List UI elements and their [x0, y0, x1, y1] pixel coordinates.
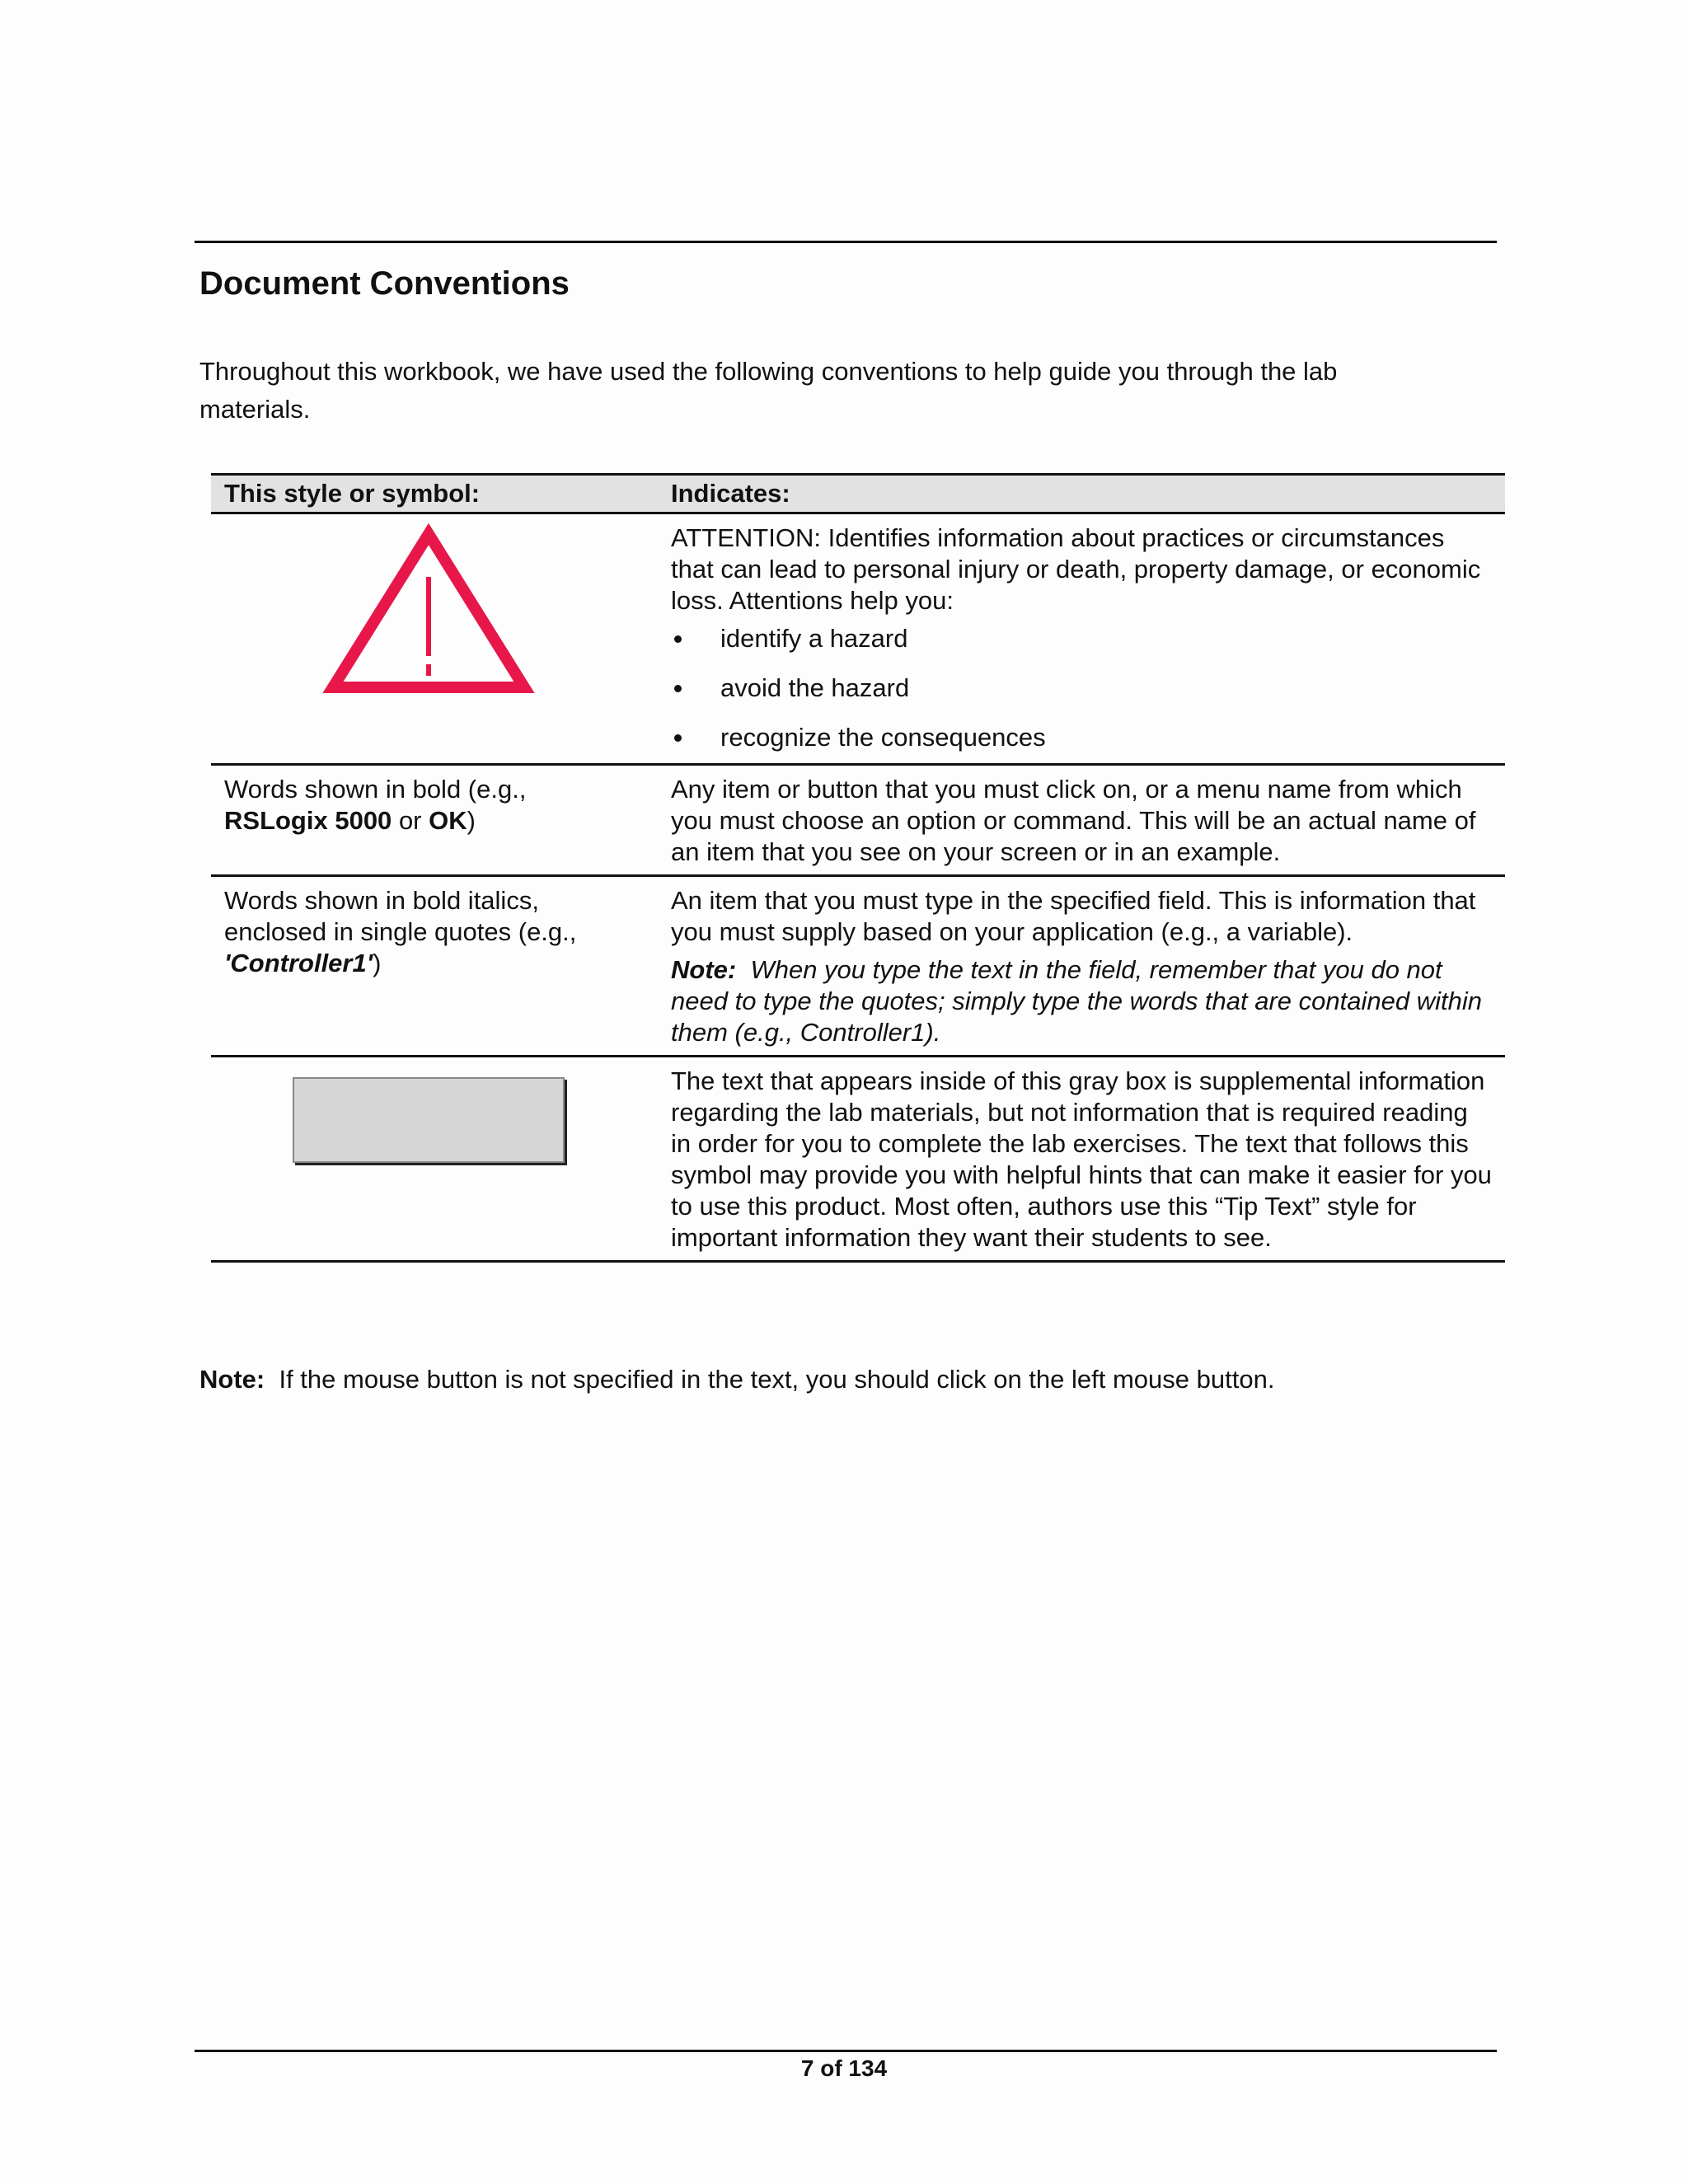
mouse-note — [199, 1365, 1274, 1394]
intro-paragraph: Throughout this workbook, we have used the following conventions to help guide you through the lab materials. — [199, 357, 1338, 424]
attention-bullet-list — [671, 623, 1492, 753]
bold-description: Any item or button that you must click on, or a menu name from which you must choose an option or command. This will be an actual name of an item that you see on your screen or in an example. — [646, 765, 1505, 876]
bold-italic-example: 'Controller1' — [224, 949, 373, 977]
list-item: avoid the hazard — [671, 673, 1492, 704]
table-header-row — [211, 475, 1505, 513]
attention-text: ATTENTION: Identifies information about practices or circumstances that can lead to personal injury or death, property damage, or economic loss. Attentions help you: — [671, 523, 1481, 615]
bold-example-ok: OK — [429, 806, 467, 835]
list-item: recognize the consequences — [671, 722, 1492, 753]
bold-italic-style-cell: Words shown in bold italics, enclosed in single quotes (e.g., 'Controller1') — [211, 876, 646, 1057]
page-number: 7 of 134 — [800, 2055, 888, 2081]
table-row-attention — [211, 513, 1505, 765]
gray-box-symbol-cell — [211, 1057, 646, 1262]
bold-style-cell: Words shown in bold (e.g., RSLogix 5000 or OK) — [211, 765, 646, 876]
bold-italic-description: An item that you must type in the specified field. This is information that you must supply based on your application (e.g., a variable). Note: When you type the text in the field, remember that you do not need to type the quotes; simply type the words that are contained within them (e.g., Controller1). — [646, 876, 1505, 1057]
attention-symbol-cell — [211, 513, 646, 765]
note-label: Note: — [671, 955, 737, 984]
table-row-bold — [211, 765, 1505, 876]
note-label: Note: — [199, 1365, 265, 1394]
note-text: If the mouse button is not specified in the text, you should click on the left mouse button. — [279, 1365, 1275, 1394]
header-indicates: Indicates: — [646, 475, 1505, 513]
bullet-icon — [674, 685, 682, 692]
page-title: Document Conventions — [199, 265, 570, 302]
bold-italic-note: Note: When you type the text in the field, remember that you do not need to type the quotes; simply type the words that are contained within them (e.g., Controller1). — [671, 955, 1482, 1047]
gray-box-sample — [293, 1077, 565, 1163]
warning-triangle-icon — [321, 523, 536, 696]
table-row-gray-box — [211, 1057, 1505, 1262]
bold-example-rslogix: RSLogix 5000 — [224, 806, 392, 835]
attention-description — [646, 513, 1505, 765]
bullet-icon — [674, 734, 682, 742]
table-row-bold-italic — [211, 876, 1505, 1057]
header-style-or-symbol: This style or symbol: — [211, 475, 646, 513]
list-item: identify a hazard — [671, 623, 1492, 654]
header-rule — [195, 241, 1497, 243]
footer-rule — [195, 2050, 1497, 2052]
gray-box-description: The text that appears inside of this gray box is supplemental information regarding the lab materials, but not information that is required reading in order for you to complete the lab exercises. The text that follows this symbol may provide you with helpful hints that can make it easier for you to use this product. Most often, authors use this “Tip Text” style for important information they want their students to see. — [646, 1057, 1505, 1262]
conventions-table — [211, 473, 1505, 1263]
bullet-icon — [674, 635, 682, 643]
